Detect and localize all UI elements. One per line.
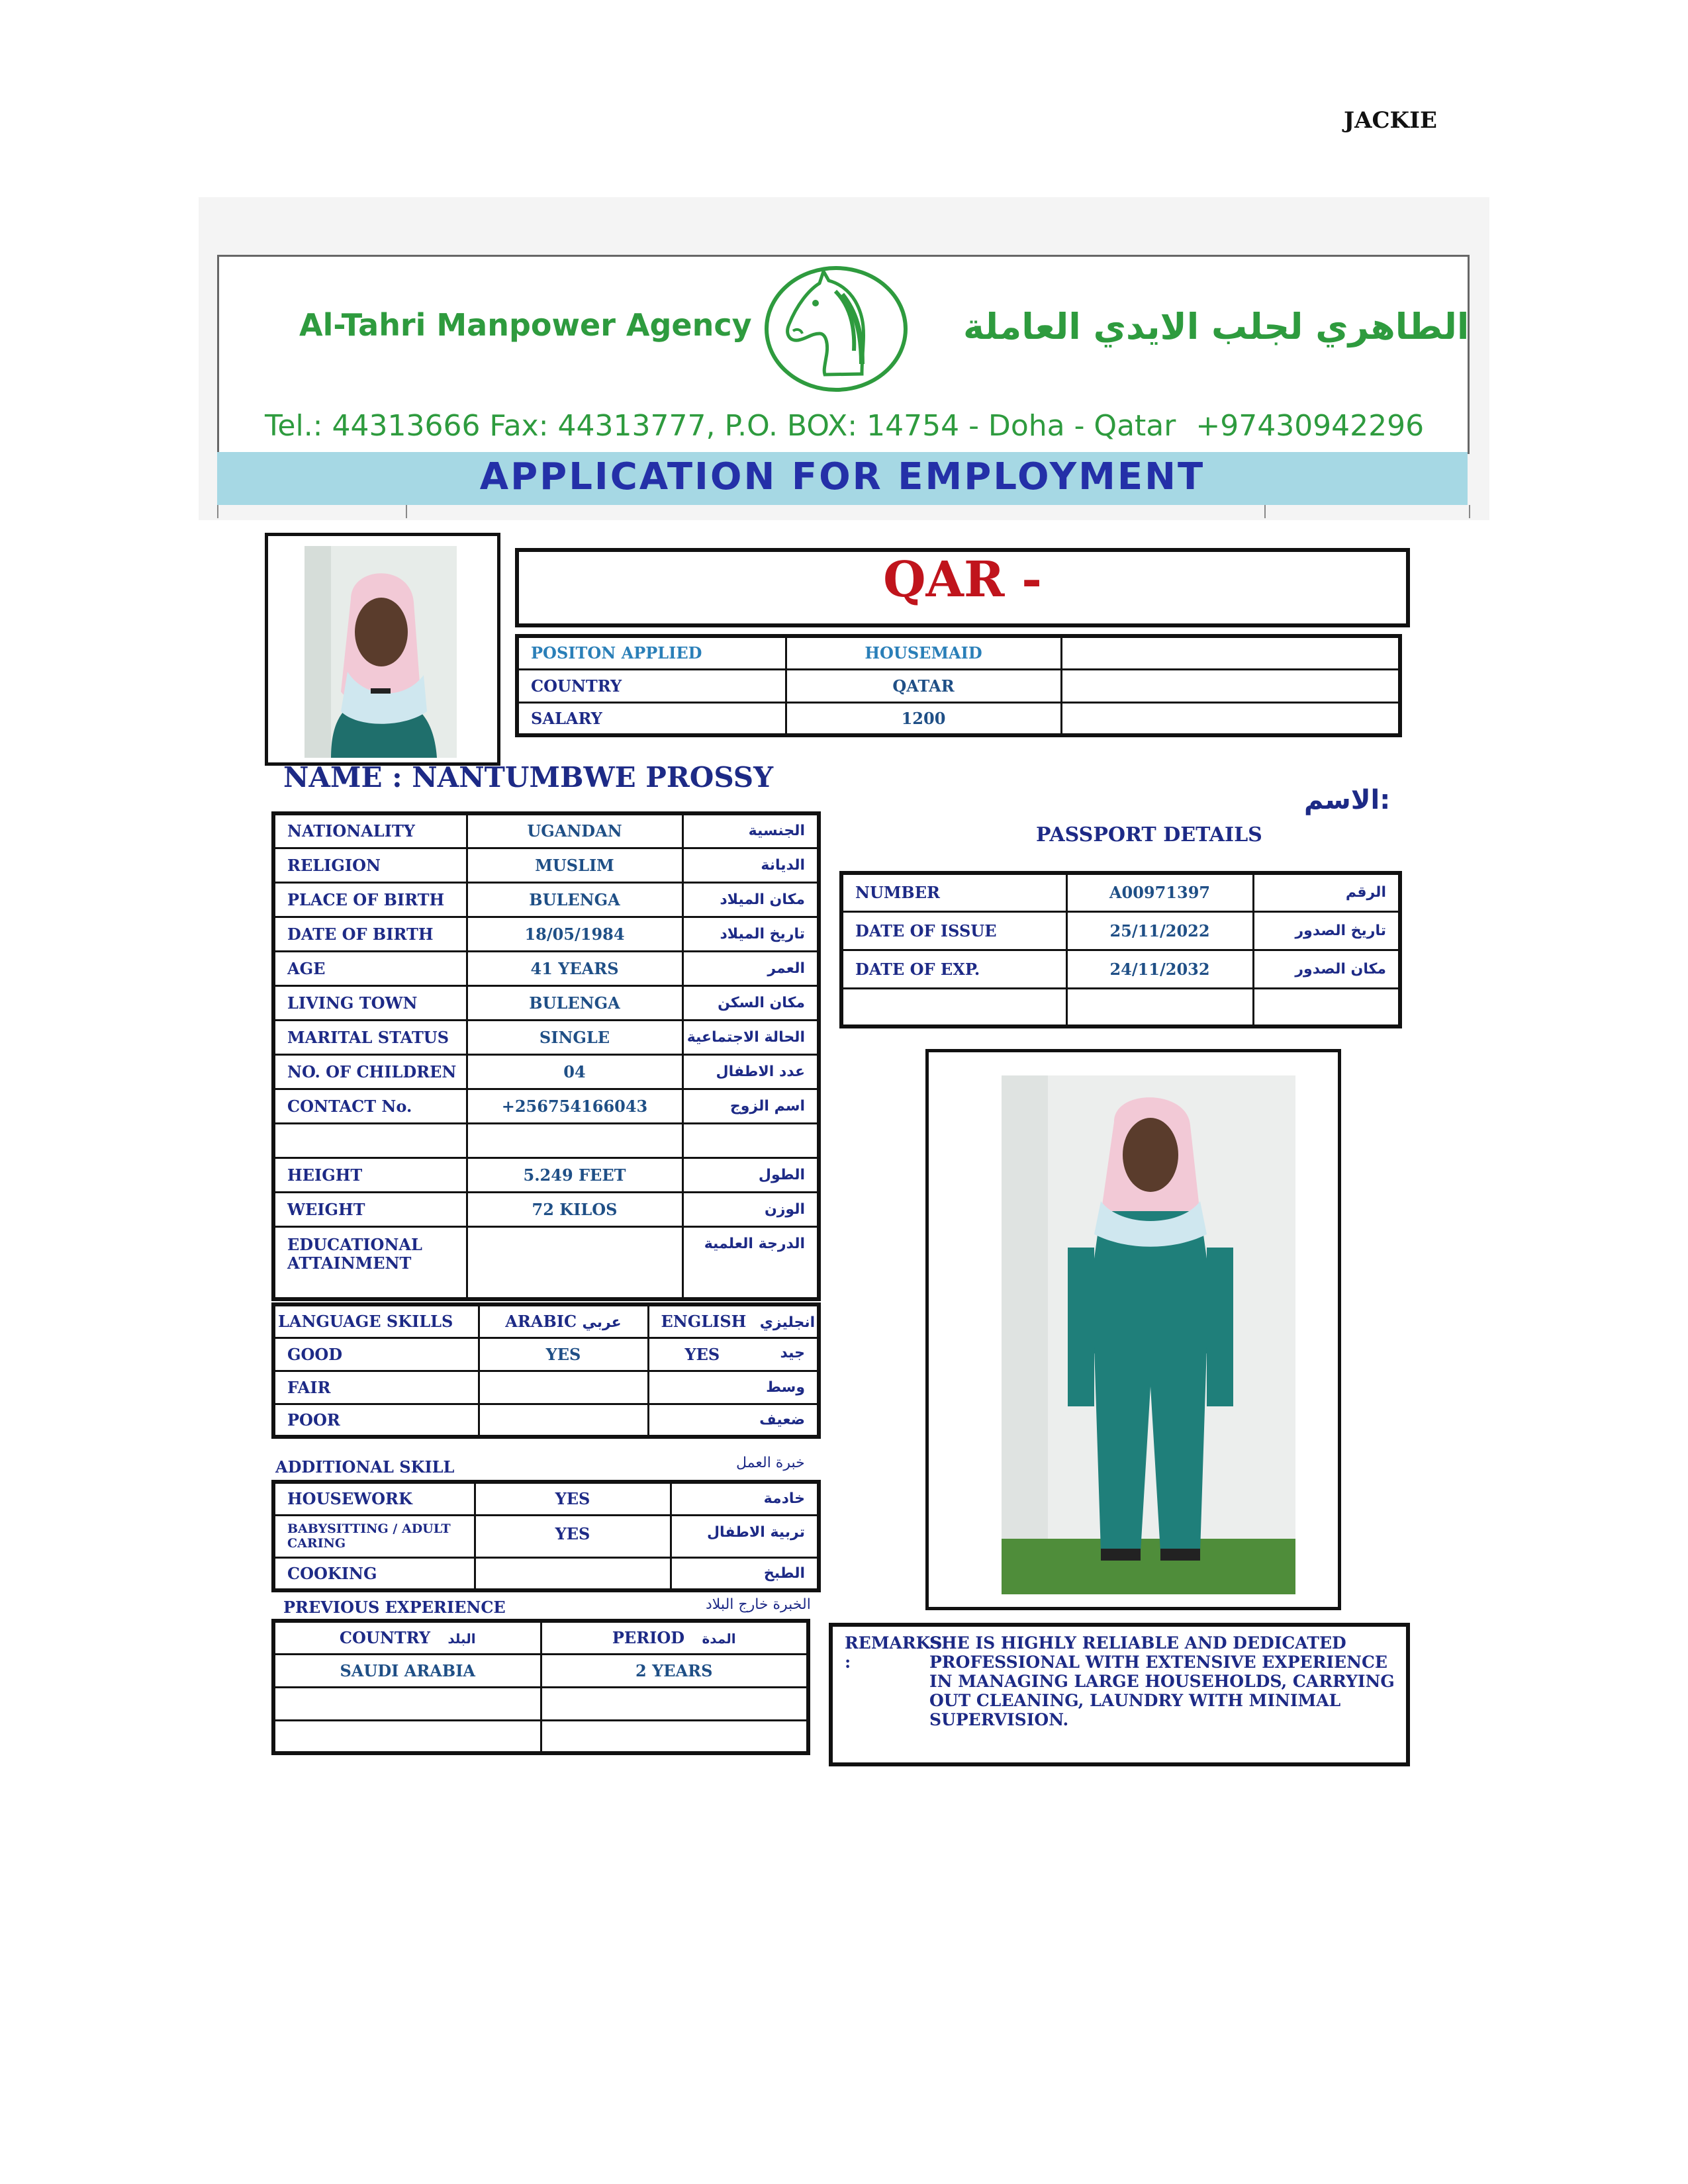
row-label-ar: العمر [682, 951, 819, 985]
english-label-ar: انجليزي [759, 1314, 816, 1332]
agency-name-ar: الطاهري لجلب الايدي العاملة [963, 306, 1470, 347]
position-extra [1061, 636, 1400, 669]
table-row [517, 636, 1400, 669]
row-value: YES [475, 1515, 671, 1557]
table-row [273, 985, 819, 1020]
row-label: FAIR [273, 1371, 479, 1404]
row-label-ar: جيد [780, 1344, 805, 1361]
row-value: 25/11/2022 [1066, 911, 1253, 950]
table-row [273, 1621, 808, 1654]
row-label-ar: ضعيف [759, 1411, 805, 1428]
agency-contact-text: Tel.: 44313666 Fax: 44313777, P.O. BOX: 14754 - Doha - Qatar [265, 409, 1176, 443]
additional-skill-title: ADDITIONAL SKILL [275, 1457, 455, 1477]
arabic-label: ARABIC [505, 1312, 577, 1332]
row-label-ar: الديانة [682, 848, 819, 882]
table-row [273, 1371, 819, 1404]
english-header [648, 1304, 819, 1338]
english-cell [648, 1371, 819, 1404]
experience-country [273, 1687, 541, 1720]
row-label-ar: مكان الميلاد [682, 882, 819, 917]
qar-label: QAR - [883, 551, 1042, 608]
horse-head-icon [763, 265, 910, 393]
row-label: BABYSITTING / ADULT CARING [273, 1515, 475, 1557]
table-row [841, 950, 1400, 988]
table-row [273, 1054, 819, 1089]
row-value: UGANDAN [467, 813, 682, 848]
row-label: NATIONALITY [273, 813, 467, 848]
table-row [273, 1192, 819, 1226]
table-row [273, 882, 819, 917]
experience-period [541, 1720, 808, 1753]
table-row [273, 1020, 819, 1054]
table-row [273, 951, 819, 985]
country-label: COUNTRY [517, 669, 786, 702]
row-label: DATE OF ISSUE [841, 911, 1066, 950]
language-table [271, 1302, 821, 1439]
education-label [273, 1226, 467, 1299]
row-label-ar [682, 1123, 819, 1158]
english-cell [648, 1404, 819, 1437]
row-label-ar: الطبخ [671, 1557, 819, 1590]
table-row [273, 1123, 819, 1158]
country-extra [1061, 669, 1400, 702]
row-label: POOR [273, 1404, 479, 1437]
form-title: APPLICATION FOR EMPLOYMENT [479, 455, 1205, 498]
additional-skill-table [271, 1480, 821, 1592]
row-label-ar: الوزن [682, 1192, 819, 1226]
remarks-text: SHE IS HIGHLY RELIABLE AND DEDICATED PROFESSIONAL WITH EXTENSIVE EXPERIENCE IN MANAGING LARGE HOUSEHOLDS, CARRYING OUT CLEANING, LAUNDRY WITH MINIMAL SUPERVISION. [929, 1633, 1395, 1729]
table-row [273, 1338, 819, 1371]
agency-mobile: +97430942296 [1196, 409, 1425, 443]
table-row [273, 1158, 819, 1192]
country-header [273, 1621, 541, 1654]
row-label-ar: عدد الاطفال [682, 1054, 819, 1089]
row-label: NUMBER [841, 873, 1066, 911]
experience-title: PREVIOUS EXPERIENCE [283, 1598, 506, 1617]
row-label: PLACE OF BIRTH [273, 882, 467, 917]
salary-value: 1200 [786, 702, 1061, 735]
english-value: YES [684, 1344, 720, 1364]
country-header-label: COUNTRY [339, 1628, 430, 1648]
row-value: MUSLIM [467, 848, 682, 882]
period-header-label: PERIOD [612, 1628, 685, 1648]
table-row [273, 1557, 819, 1590]
row-value: 24/11/2032 [1066, 950, 1253, 988]
arabic-header [479, 1304, 648, 1338]
education-label-ar: الدرجة العلمية [682, 1226, 819, 1299]
position-value: HOUSEMAID [786, 636, 1061, 669]
english-label: ENGLISH [661, 1312, 747, 1332]
row-value [475, 1557, 671, 1590]
row-value: YES [475, 1482, 671, 1515]
row-value: BULENGA [467, 985, 682, 1020]
row-label-ar: الرقم [1253, 873, 1400, 911]
table-row [273, 1687, 808, 1720]
row-value: SINGLE [467, 1020, 682, 1054]
row-label [273, 1123, 467, 1158]
row-label [841, 988, 1066, 1026]
row-label: DATE OF BIRTH [273, 917, 467, 951]
row-label: NO. OF CHILDREN [273, 1054, 467, 1089]
full-body-frame [925, 1049, 1341, 1610]
row-label-ar: مكان السكن [682, 985, 819, 1020]
table-row [273, 1482, 819, 1515]
row-label: GOOD [273, 1338, 479, 1371]
row-label: DATE OF EXP. [841, 950, 1066, 988]
passport-table [839, 871, 1402, 1028]
additional-skill-title-ar: خبرة العمل [736, 1455, 805, 1471]
experience-country: SAUDI ARABIA [273, 1654, 541, 1687]
experience-table [271, 1619, 810, 1755]
table-row [273, 1515, 819, 1557]
arabic-value [479, 1404, 648, 1437]
row-value: 72 KILOS [467, 1192, 682, 1226]
country-value: QATAR [786, 669, 1061, 702]
table-row [517, 669, 1400, 702]
salary-label: SALARY [517, 702, 786, 735]
row-label: HOUSEWORK [273, 1482, 475, 1515]
applicant-name: NAME : NANTUMBWE PROSSY [283, 761, 774, 794]
row-value [1066, 988, 1253, 1026]
experience-country [273, 1720, 541, 1753]
table-row [517, 702, 1400, 735]
row-label-ar: تاريخ الصدور [1253, 911, 1400, 950]
header-strip [217, 505, 1470, 518]
row-label-ar [1253, 988, 1400, 1026]
arabic-value: YES [479, 1338, 648, 1371]
passport-title: PASSPORT DETAILS [1036, 823, 1262, 846]
table-row [273, 1654, 808, 1687]
table-row [841, 988, 1400, 1026]
language-header: LANGUAGE SKILLS [273, 1304, 479, 1338]
row-value: 5.249 FEET [467, 1158, 682, 1192]
row-label-ar: الجنسية [682, 813, 819, 848]
table-row [841, 911, 1400, 950]
row-label: COOKING [273, 1557, 475, 1590]
experience-period: 2 YEARS [541, 1654, 808, 1687]
row-label: WEIGHT [273, 1192, 467, 1226]
education-value [467, 1226, 682, 1299]
row-value [467, 1123, 682, 1158]
row-value: BULENGA [467, 882, 682, 917]
document-tag: JACKIE [1344, 107, 1437, 134]
table-row [273, 917, 819, 951]
table-row [273, 813, 819, 848]
row-label: AGE [273, 951, 467, 985]
experience-title-ar: الخبرة خارج البلاد [706, 1596, 811, 1613]
arabic-value [479, 1371, 648, 1404]
row-value: 18/05/1984 [467, 917, 682, 951]
arabic-label-ar: عربي [582, 1314, 622, 1332]
table-row [273, 1226, 819, 1299]
row-value: +256754166043 [467, 1089, 682, 1123]
period-header-ar: المدة [702, 1631, 736, 1647]
row-label-ar: الطول [682, 1158, 819, 1192]
table-row [273, 1720, 808, 1753]
row-label: LIVING TOWN [273, 985, 467, 1020]
personal-table [271, 811, 821, 1301]
row-label-ar: الحالة الاجتماعية [682, 1020, 819, 1054]
country-header-ar: البلد [447, 1631, 476, 1647]
period-header [541, 1621, 808, 1654]
english-cell [648, 1338, 819, 1371]
row-label-ar: وسط [766, 1379, 805, 1396]
row-value: A00971397 [1066, 873, 1253, 911]
row-label-ar: تاريخ الميلاد [682, 917, 819, 951]
portrait-photo [305, 546, 457, 758]
applicant-name-ar: الاسم: [1304, 785, 1391, 815]
education-label-2: ATTAINMENT [287, 1253, 412, 1273]
full-body-photo [1002, 1075, 1295, 1594]
position-label: POSITON APPLIED [517, 636, 786, 669]
agency-contact [265, 409, 1424, 443]
table-row [273, 848, 819, 882]
salary-extra [1061, 702, 1400, 735]
row-label-ar: مكان الصدور [1253, 950, 1400, 988]
education-label-1: EDUCATIONAL [287, 1234, 422, 1254]
table-row [273, 1304, 819, 1338]
row-label-ar: اسم الزوج [682, 1089, 819, 1123]
agency-name-en: Al-Tahri Manpower Agency [299, 307, 752, 343]
row-value: 41 YEARS [467, 951, 682, 985]
row-label-ar: تربية الاطفال [671, 1515, 819, 1557]
table-row [273, 1089, 819, 1123]
remarks [845, 1633, 1401, 1729]
table-row [273, 1404, 819, 1437]
row-label: RELIGION [273, 848, 467, 882]
table-row [841, 873, 1400, 911]
row-label: CONTACT No. [273, 1089, 467, 1123]
portrait-frame [265, 533, 500, 766]
experience-period [541, 1687, 808, 1720]
row-label: MARITAL STATUS [273, 1020, 467, 1054]
position-table [515, 634, 1402, 737]
remarks-label: REMARKS : [845, 1633, 943, 1672]
row-value: 04 [467, 1054, 682, 1089]
row-label-ar: خادمة [671, 1482, 819, 1515]
row-label: HEIGHT [273, 1158, 467, 1192]
